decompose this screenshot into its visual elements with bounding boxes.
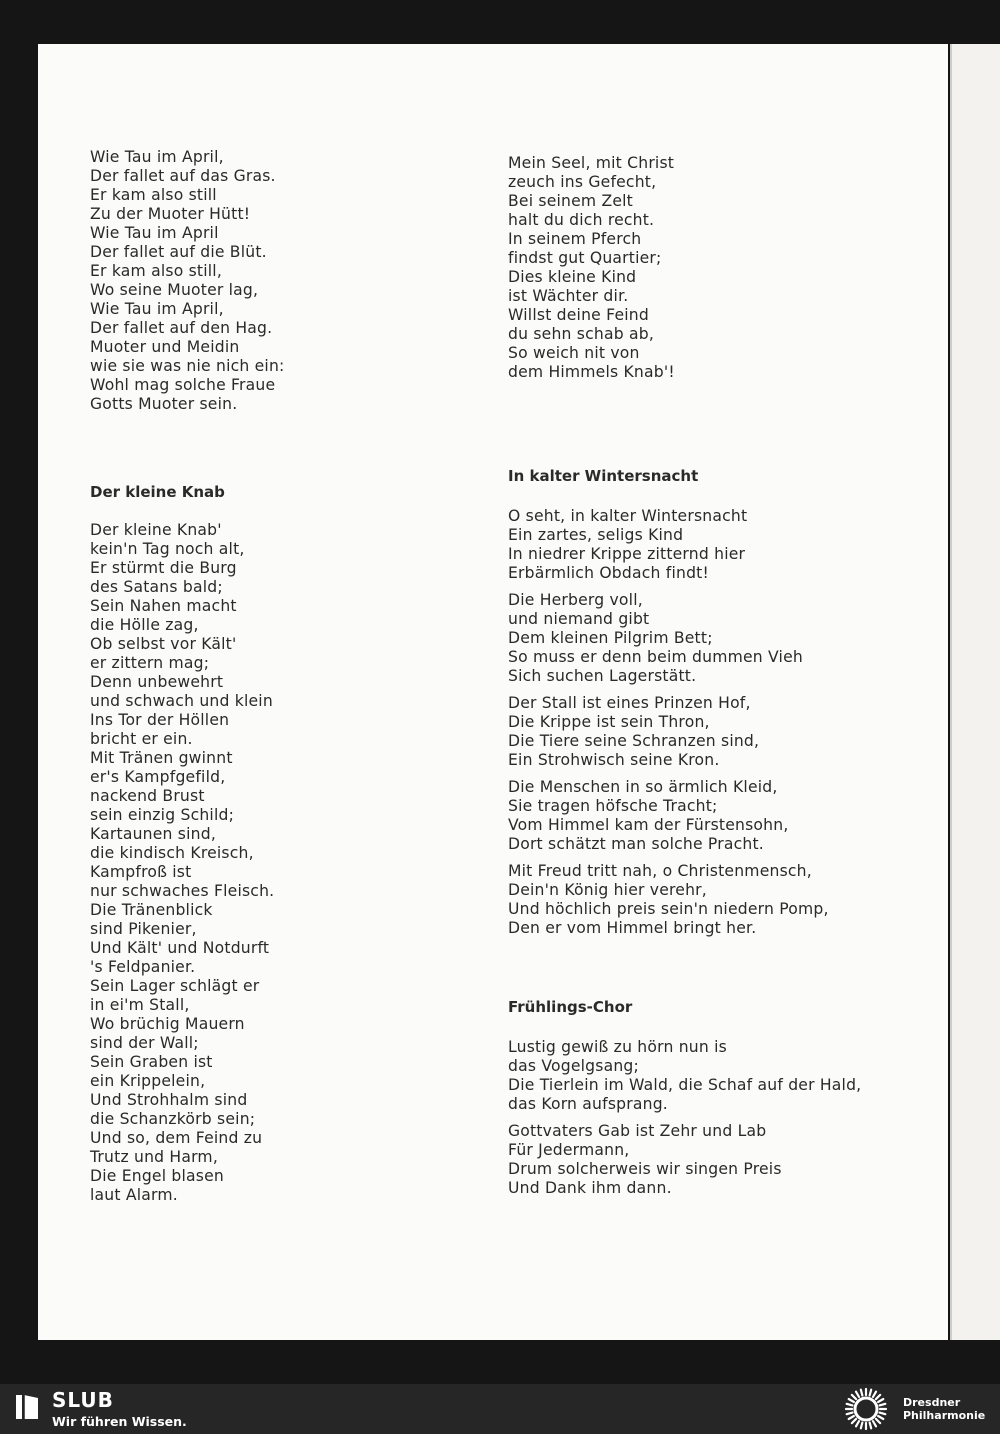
verse-line: Die Krippe ist sein Thron,	[508, 713, 710, 731]
slub-brand[interactable]: SLUB	[52, 1388, 114, 1412]
verse-line: Wie Tau im April,	[90, 300, 224, 318]
verse-line: ist Wächter dir.	[508, 287, 629, 305]
verse-line: er zittern mag;	[90, 654, 210, 672]
verse-line: Sein Nahen macht	[90, 597, 237, 615]
verse-line: nur schwaches Fleisch.	[90, 882, 275, 900]
verse-line: Vom Himmel kam der Fürstensohn,	[508, 816, 789, 834]
verse-line: Dies kleine Kind	[508, 268, 637, 286]
verse-line: Er kam also still,	[90, 262, 222, 280]
poem-title-in-kalter-wintersnacht: In kalter Wintersnacht	[508, 467, 699, 485]
verse-line: In seinem Pferch	[508, 230, 642, 248]
verse-line: Wie Tau im April	[90, 224, 219, 242]
sunburst-ray	[852, 1395, 856, 1399]
verse-line: Gotts Muoter sein.	[90, 395, 238, 413]
verse-line: Mit Freud tritt nah, o Christenmensch,	[508, 862, 812, 880]
sunburst-ray	[878, 1416, 883, 1419]
verse-line: Der fallet auf die Blüt.	[90, 243, 267, 261]
verse-line: die Hölle zag,	[90, 616, 199, 634]
verse-line: in ei'm Stall,	[90, 996, 190, 1014]
stanza	[508, 862, 928, 938]
verse-line: Er kam also still	[90, 186, 217, 204]
verse-line: Der fallet auf den Hag.	[90, 319, 273, 337]
verse-line: nackend Brust	[90, 787, 205, 805]
philharmonie-brand-line1: Dresdner	[903, 1396, 961, 1409]
verse-line: des Satans bald;	[90, 578, 223, 596]
verse-line: Sich suchen Lagerstätt.	[508, 667, 697, 685]
poem-wie-tau	[90, 148, 500, 414]
left-column	[90, 148, 500, 1205]
verse-line: Wo seine Muoter lag,	[90, 281, 259, 299]
verse-line: findst gut Quartier;	[508, 249, 662, 267]
poem-in-kalter-wintersnacht	[508, 507, 928, 938]
footer-bar	[0, 1384, 1000, 1434]
verse-line: er's Kampfgefild,	[90, 768, 226, 786]
verse-line: Lustig gewiß zu hörn nun is	[508, 1038, 727, 1056]
poem-mein-seel	[508, 154, 928, 382]
verse-line: du sehn schab ab,	[508, 325, 654, 343]
verse-line: das Korn aufsprang.	[508, 1095, 668, 1113]
philharmonie-brand-line2: Philharmonie	[903, 1409, 986, 1422]
sunburst-ray	[856, 1421, 859, 1426]
right-column	[508, 154, 928, 1198]
verse-line: die Schanzkörb sein;	[90, 1110, 256, 1128]
sunburst-ray	[849, 1399, 854, 1402]
verse-line: Dein'n König hier verehr,	[508, 881, 707, 899]
poem-title-fruehlings-chor: Frühlings-Chor	[508, 998, 633, 1016]
verse-line: dem Himmels Knab'!	[508, 363, 675, 381]
stanza	[508, 778, 928, 854]
slub-book-icon	[14, 1392, 42, 1422]
verse-line: Gottvaters Gab ist Zehr und Lab	[508, 1122, 767, 1140]
verse-line: Die Tierlein im Wald, die Schaf auf der Hald,	[508, 1076, 862, 1094]
verse-line: Kartaunen sind,	[90, 825, 216, 843]
verse-line: Ins Tor der Höllen	[90, 711, 230, 729]
verse-line: 's Feldpanier.	[90, 958, 196, 976]
sunburst-ray	[873, 1392, 876, 1397]
stanza	[508, 1038, 928, 1114]
verse-line: Ob selbst vor Kält'	[90, 635, 237, 653]
verse-line: Die Tiere seine Schranzen sind,	[508, 732, 760, 750]
sunburst-ray	[849, 1416, 854, 1419]
verse-line: Die Herberg voll,	[508, 591, 643, 609]
poem-title-der-kleine-knab: Der kleine Knab	[90, 483, 225, 501]
verse-line: Dem kleinen Pilgrim Bett;	[508, 629, 713, 647]
verse-line: und niemand gibt	[508, 610, 650, 628]
verse-line: In niedrer Krippe zitternd hier	[508, 545, 746, 563]
sunburst-ray	[880, 1413, 886, 1415]
verse-line: die kindisch Kreisch,	[90, 844, 254, 862]
sunburst-ray	[847, 1413, 853, 1415]
verse-line: Den er vom Himmel bringt her.	[508, 919, 757, 937]
verse-line: ein Krippelein,	[90, 1072, 206, 1090]
philharmonie-brand[interactable]	[903, 1396, 985, 1422]
sunburst-ray	[847, 1404, 853, 1406]
verse-line: das Vogelgsang;	[508, 1057, 639, 1075]
verse-line: Sein Graben ist	[90, 1053, 213, 1071]
poem-fruehlings-chor	[508, 1038, 928, 1198]
verse-line: Der Stall ist eines Prinzen Hof,	[508, 694, 751, 712]
sunburst-ray	[856, 1392, 859, 1397]
poem-der-kleine-knab	[90, 521, 500, 1205]
verse-line: Der fallet auf das Gras.	[90, 167, 276, 185]
verse-line: Und höchlich preis sein'n niedern Pomp,	[508, 900, 829, 918]
verse-line: Und Kält' und Notdurft	[90, 939, 270, 957]
verse-line: Zu der Muoter Hütt!	[90, 205, 251, 223]
verse-line: bricht er ein.	[90, 730, 193, 748]
philharmonie-sunburst-icon	[842, 1387, 890, 1431]
sunburst-ray	[870, 1390, 872, 1396]
verse-line: Die Tränenblick	[90, 901, 213, 919]
verse-line: So weich nit von	[508, 344, 640, 362]
verse-line: sind der Wall;	[90, 1034, 199, 1052]
verse-line: Sie tragen höfsche Tracht;	[508, 797, 718, 815]
stanza	[508, 1122, 928, 1198]
verse-line: sein einzig Schild;	[90, 806, 235, 824]
verse-line: Kampfroß ist	[90, 863, 192, 881]
verse-line: Mit Tränen gwinnt	[90, 749, 233, 767]
verse-line: Der kleine Knab'	[90, 521, 222, 539]
verse-line: Wo brüchig Mauern	[90, 1015, 245, 1033]
sunburst-ray	[876, 1419, 880, 1423]
verse-line: Wohl mag solche Fraue	[90, 376, 276, 394]
sunburst-ray	[876, 1395, 880, 1399]
verse-line: Für Jedermann,	[508, 1141, 630, 1159]
verse-line: Ein Strohwisch seine Kron.	[508, 751, 720, 769]
verse-line: Willst deine Feind	[508, 306, 649, 324]
next-page-edge	[950, 44, 1000, 1340]
verse-line: und schwach und klein	[90, 692, 273, 710]
verse-line: Und Strohhalm sind	[90, 1091, 248, 1109]
verse-line: Und Dank ihm dann.	[508, 1179, 672, 1197]
verse-line: Die Engel blasen	[90, 1167, 224, 1185]
stanza	[508, 591, 928, 686]
sunburst-ray	[852, 1419, 856, 1423]
verse-line: Wie Tau im April,	[90, 148, 224, 166]
verse-line: Sein Lager schlägt er	[90, 977, 260, 995]
verse-line: Und so, dem Feind zu	[90, 1129, 263, 1147]
verse-line: Die Menschen in so ärmlich Kleid,	[508, 778, 778, 796]
sunburst-ray	[878, 1399, 883, 1402]
sunburst-ray	[873, 1421, 876, 1426]
sunburst-ray	[861, 1390, 863, 1396]
slub-claim: Wir führen Wissen.	[52, 1414, 187, 1429]
verse-line: Drum solcherweis wir singen Preis	[508, 1160, 782, 1178]
verse-line: Muoter und Meidin	[90, 338, 240, 356]
verse-line: Mein Seel, mit Christ	[508, 154, 675, 172]
verse-line: Trutz und Harm,	[90, 1148, 218, 1166]
verse-line: Ein zartes, seligs Kind	[508, 526, 684, 544]
verse-line: Er stürmt die Burg	[90, 559, 237, 577]
sunburst-ray	[870, 1423, 872, 1429]
verse-line: kein'n Tag noch alt,	[90, 540, 245, 558]
verse-line: sind Pikenier,	[90, 920, 197, 938]
verse-line: wie sie was nie nich ein:	[90, 357, 285, 375]
verse-line: Erbärmlich Obdach findt!	[508, 564, 709, 582]
verse-line: Dort schätzt man solche Pracht.	[508, 835, 764, 853]
verse-line: So muss er denn beim dummen Vieh	[508, 648, 803, 666]
verse-line: laut Alarm.	[90, 1186, 178, 1204]
sunburst-ray	[861, 1423, 863, 1429]
document-page	[38, 44, 948, 1340]
verse-line: O seht, in kalter Wintersnacht	[508, 507, 748, 525]
verse-line: Denn unbewehrt	[90, 673, 224, 691]
verse-line: halt du dich recht.	[508, 211, 655, 229]
verse-line: Bei seinem Zelt	[508, 192, 633, 210]
stanza	[508, 694, 928, 770]
sunburst-ray	[880, 1404, 886, 1406]
stanza	[508, 507, 928, 583]
verse-line: zeuch ins Gefecht,	[508, 173, 657, 191]
